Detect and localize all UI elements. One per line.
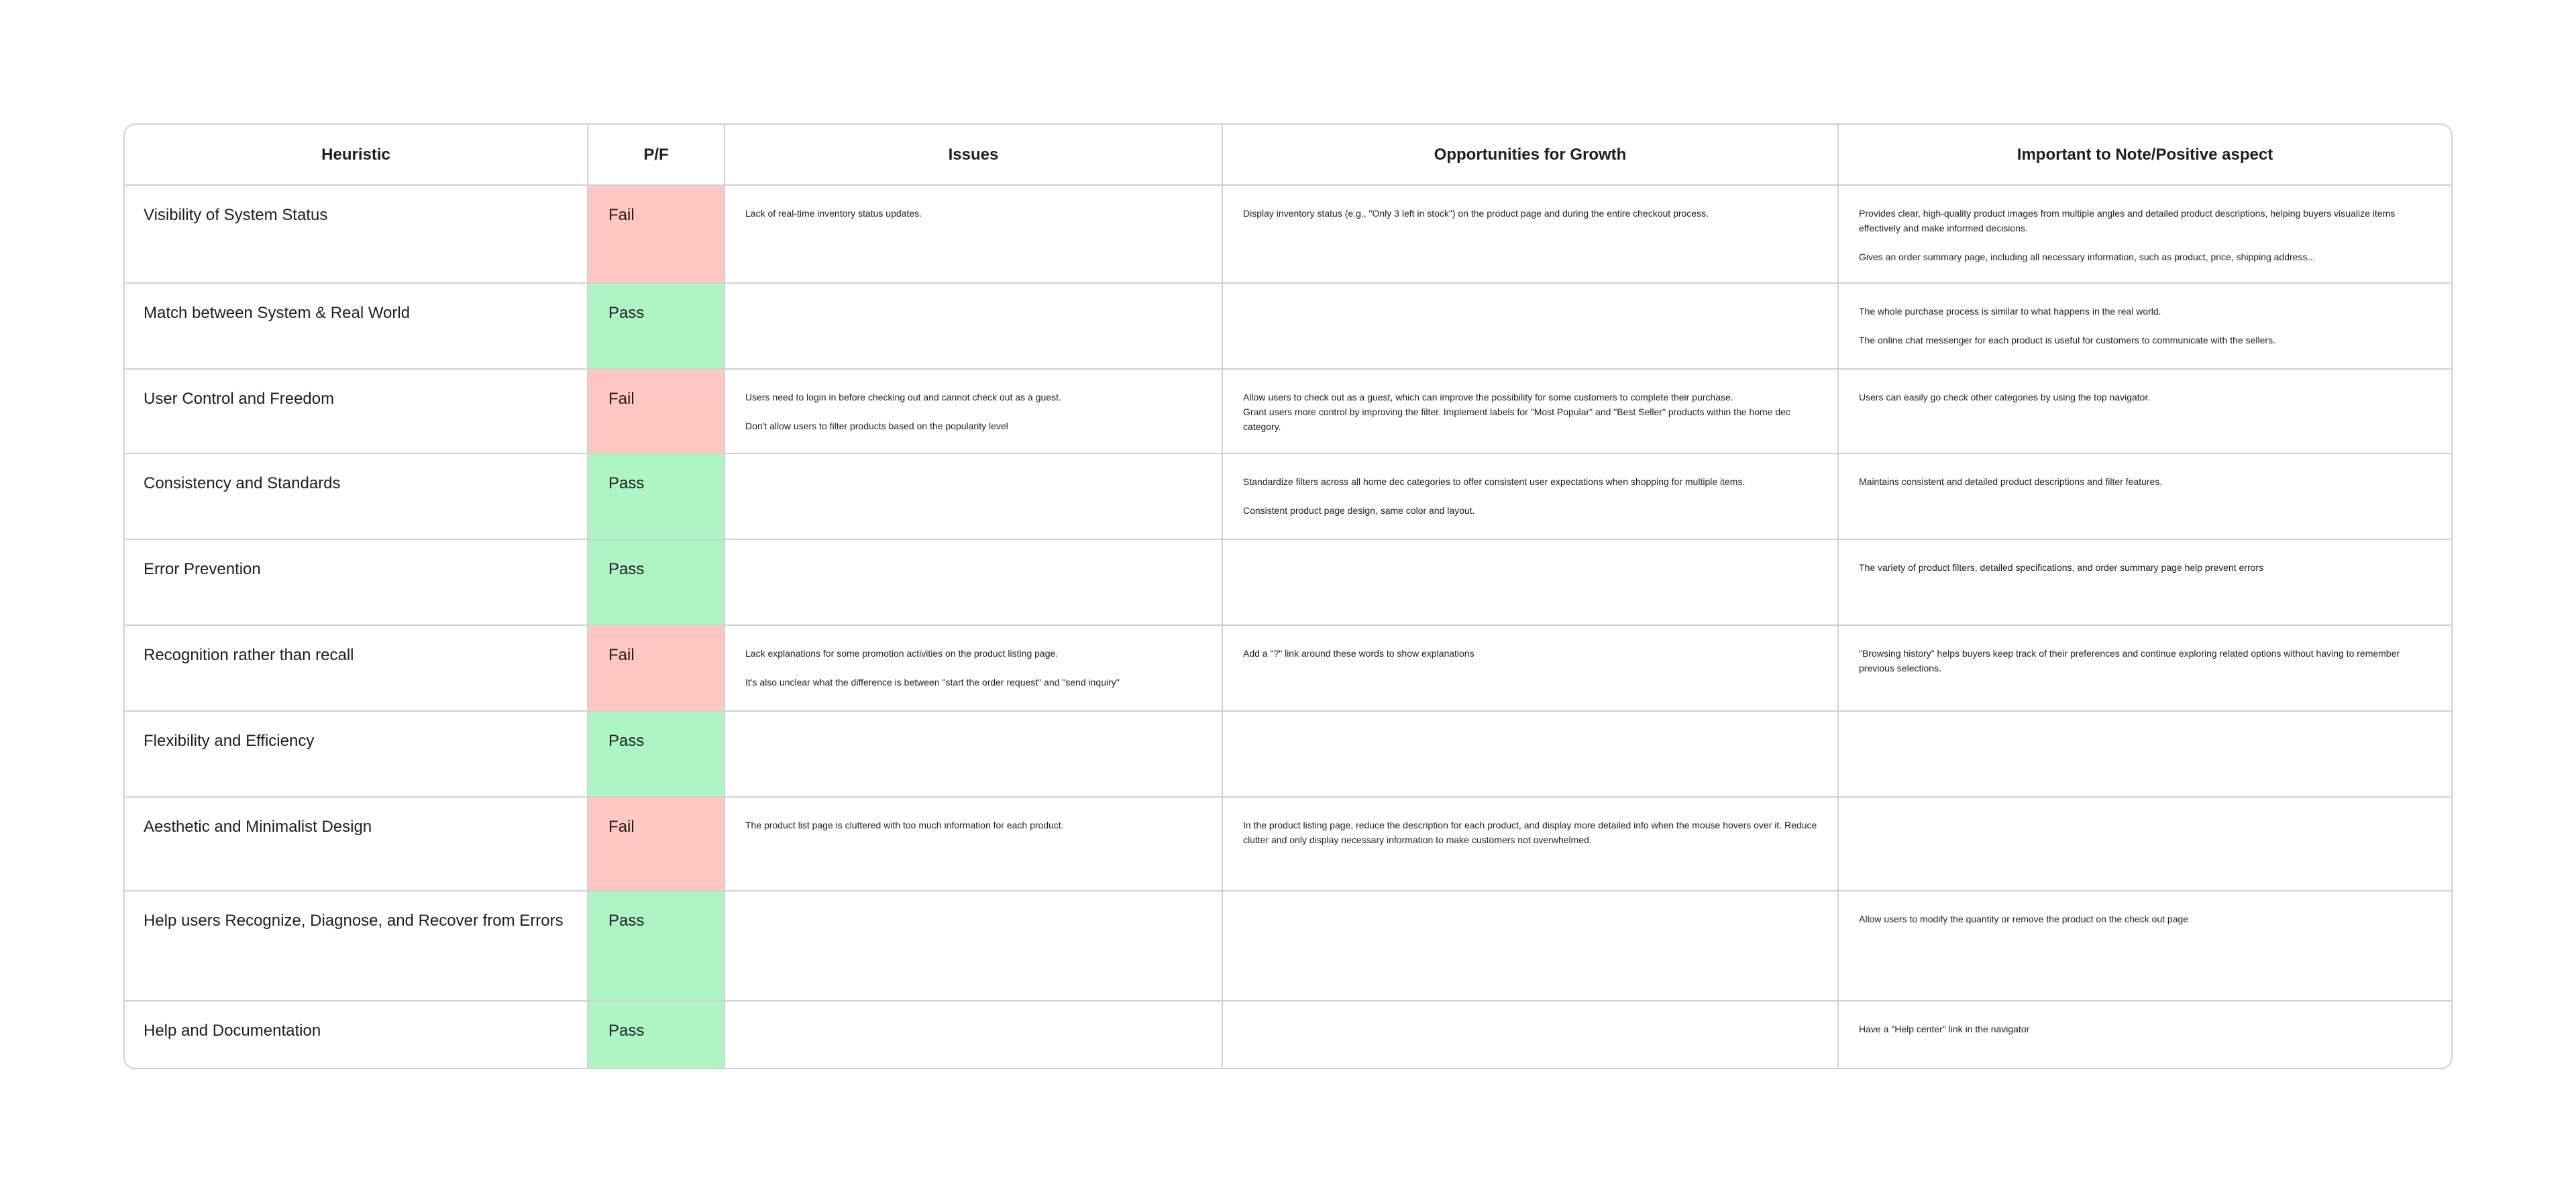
fail-status-cell: Fail <box>588 185 724 283</box>
opportunities-paragraph: Add a "?" link around these words to show explanations <box>1243 648 1474 659</box>
issues-paragraph: Don't allow users to filter products based on the popularity level <box>745 421 1008 431</box>
table-row <box>125 453 2451 539</box>
opportunities-cell <box>1222 625 1838 711</box>
opportunities-cell <box>1222 539 1838 625</box>
notes-cell <box>1838 1001 2451 1069</box>
table-row <box>125 797 2451 891</box>
opportunities-paragraph: Display inventory status (e.g., "Only 3 left in stock") on the product page and during the entire checkout process. <box>1243 208 1709 219</box>
fail-status-cell: Fail <box>588 625 724 711</box>
notes-cell <box>1838 369 2451 453</box>
fail-status-cell: Fail <box>588 797 724 891</box>
table-row <box>125 369 2451 453</box>
issues-cell <box>724 625 1222 711</box>
pass-status-cell: Pass <box>588 711 724 797</box>
issues-cell <box>724 711 1222 797</box>
issues-cell <box>724 185 1222 283</box>
issues-cell <box>724 283 1222 369</box>
opportunities-cell <box>1222 369 1838 453</box>
issues-paragraph: It's also unclear what the difference is between "start the order request" and "send inquiry" <box>745 677 1120 688</box>
table-row <box>125 185 2451 283</box>
opportunities-cell <box>1222 797 1838 891</box>
issues-paragraph: Lack of real-time inventory status updates. <box>745 208 922 219</box>
notes-paragraph: Provides clear, high-quality product images from multiple angles and detailed product descriptions, helping buyers visualize items effectively and make informed decisions. <box>1859 208 2396 233</box>
opportunities-paragraph: Standardize filters across all home dec categories to offer consistent user expectations when shopping for multiple items. <box>1243 476 1746 487</box>
pass-status-cell: Pass <box>588 891 724 1001</box>
header-heuristic: Heuristic <box>125 125 588 185</box>
heuristic-cell: Consistency and Standards <box>125 453 588 539</box>
notes-cell <box>1838 625 2451 711</box>
header-row <box>125 125 2451 185</box>
opportunities-cell <box>1222 711 1838 797</box>
table-row <box>125 539 2451 625</box>
pass-status-cell: Pass <box>588 539 724 625</box>
heuristic-cell: Help and Documentation <box>125 1001 588 1069</box>
notes-paragraph: The variety of product filters, detailed specifications, and order summary page help prevent errors <box>1859 562 2264 573</box>
notes-paragraph: The online chat messenger for each product is useful for customers to communicate with the sellers. <box>1859 335 2275 345</box>
notes-cell <box>1838 283 2451 369</box>
heuristic-cell: Flexibility and Efficiency <box>125 711 588 797</box>
heuristic-cell: Error Prevention <box>125 539 588 625</box>
notes-cell <box>1838 711 2451 797</box>
heuristic-cell: Match between System & Real World <box>125 283 588 369</box>
issues-paragraph: Lack explanations for some promotion activities on the product listing page. <box>745 648 1059 659</box>
heuristic-evaluation-table <box>125 125 2451 1069</box>
notes-paragraph: Allow users to modify the quantity or remove the product on the check out page <box>1859 914 2189 924</box>
opportunities-cell <box>1222 453 1838 539</box>
heuristic-cell: Recognition rather than recall <box>125 625 588 711</box>
issues-cell <box>724 539 1222 625</box>
header-pass-fail: P/F <box>588 125 724 185</box>
fail-status-cell: Fail <box>588 369 724 453</box>
opportunities-cell <box>1222 891 1838 1001</box>
issues-cell <box>724 891 1222 1001</box>
issues-cell <box>724 1001 1222 1069</box>
opportunities-paragraph: Consistent product page design, same color and layout. <box>1243 505 1475 516</box>
table-row <box>125 1001 2451 1069</box>
pass-status-cell: Pass <box>588 283 724 369</box>
table-row <box>125 625 2451 711</box>
notes-cell <box>1838 539 2451 625</box>
issues-paragraph: Users need to login in before checking out and cannot check out as a guest. <box>745 392 1061 402</box>
opportunities-paragraph: Allow users to check out as a guest, which can improve the possibility for some customers to complete their purchase. Grant users more control by improving the filter. Implement labels for "Most Popular" and "Best Seller" products within the home dec category. <box>1243 392 1790 432</box>
issues-paragraph: The product list page is cluttered with too much information for each product. <box>745 820 1064 830</box>
issues-cell <box>724 797 1222 891</box>
notes-cell <box>1838 891 2451 1001</box>
heuristic-cell: Visibility of System Status <box>125 185 588 283</box>
table-row <box>125 283 2451 369</box>
pass-status-cell: Pass <box>588 453 724 539</box>
header-opportunities: Opportunities for Growth <box>1222 125 1838 185</box>
table-body <box>125 185 2451 1069</box>
header-notes: Important to Note/Positive aspect <box>1838 125 2451 185</box>
notes-paragraph: Have a "Help center" link in the navigator <box>1859 1024 2030 1034</box>
header-issues: Issues <box>724 125 1222 185</box>
notes-paragraph: Users can easily go check other categories by using the top navigator. <box>1859 392 2151 402</box>
opportunities-cell <box>1222 185 1838 283</box>
opportunities-cell <box>1222 1001 1838 1069</box>
notes-cell <box>1838 453 2451 539</box>
heuristic-cell: Aesthetic and Minimalist Design <box>125 797 588 891</box>
opportunities-paragraph: In the product listing page, reduce the description for each product, and display more detailed info when the mouse hovers over it. Reduce clutter and only display necessary information to make customers not overwhelmed. <box>1243 820 1817 845</box>
table-row <box>125 891 2451 1001</box>
issues-cell <box>724 453 1222 539</box>
table-row <box>125 711 2451 797</box>
notes-paragraph: Maintains consistent and detailed product descriptions and filter features. <box>1859 476 2163 487</box>
heuristic-evaluation-table-container <box>123 123 2453 1069</box>
heuristic-cell: User Control and Freedom <box>125 369 588 453</box>
notes-paragraph: Gives an order summary page, including all necessary information, such as product, price, shipping address... <box>1859 252 2316 262</box>
notes-cell <box>1838 797 2451 891</box>
issues-cell <box>724 369 1222 453</box>
notes-paragraph: "Browsing history" helps buyers keep track of their preferences and continue exploring related options without having to remember previous selections. <box>1859 648 2400 673</box>
heuristic-cell: Help users Recognize, Diagnose, and Recover from Errors <box>125 891 588 1001</box>
opportunities-cell <box>1222 283 1838 369</box>
notes-cell <box>1838 185 2451 283</box>
pass-status-cell: Pass <box>588 1001 724 1069</box>
notes-paragraph: The whole purchase process is similar to what happens in the real world. <box>1859 306 2161 317</box>
